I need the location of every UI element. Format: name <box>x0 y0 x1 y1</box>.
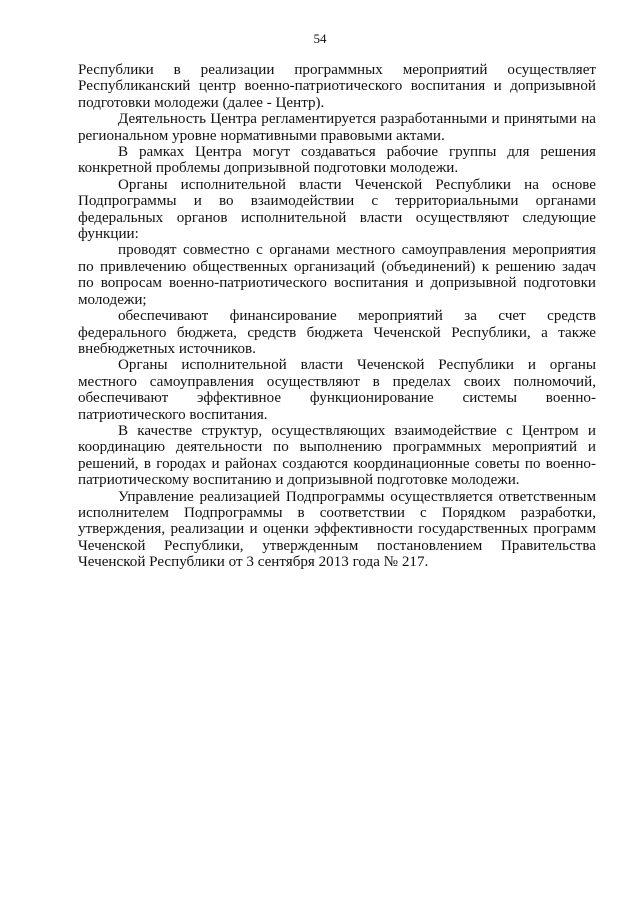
paragraph-continuation: Республики в реализации программных мероприятий осуществляет Республиканский центр военно-патриотического воспитания и допризывной подготовки молодежи (далее - Центр). <box>78 62 596 111</box>
paragraph-local-government: Органы исполнительной власти Чеченской Республики и органы местного самоуправления осуществляют в пределах своих полномочий, обеспечивают эффективное функционирование системы военно-патриотического воспитания. <box>78 357 596 423</box>
paragraph-coordination-councils: В качестве структур, осуществляющих взаимодействие с Центром и координацию деятельности по выполнению программных мероприятий и решений, в городах и районах создаются координационные советы по военно-патриотическому воспитанию и допризывной подготовке молодежи. <box>78 422 596 489</box>
document-body <box>78 62 596 571</box>
page-number: 54 <box>313 31 327 46</box>
paragraph-program-management: Управление реализацией Подпрограммы осуществляется ответственным исполнителем Подпрограммы в соответствии с Порядком разработки, утверждения, реализации и оценки эффективности государственных программ Чеченской Республики, утвержденным постановлением Правительства Чеченской Республики от 3 сентября 2013 года № 217. <box>78 488 596 571</box>
paragraph-executive-functions: Органы исполнительной власти Чеченской Республики на основе Подпрограммы и во взаимодействии с территориальными органами федеральных органов исполнительной власти осуществляют следующие функции: <box>78 176 596 243</box>
paragraph-working-groups: В рамках Центра могут создаваться рабочие группы для решения конкретной проблемы допризывной подготовки молодежи. <box>78 144 596 177</box>
paragraph-function-financing: обеспечивают финансирование мероприятий за счет средств федерального бюджета, средств бюджета Чеченской Республики, а также внебюджетных источников. <box>78 308 596 357</box>
paragraph-function-public-orgs: проводят совместно с органами местного самоуправления мероприятия по привлечению общественных организаций (объединений) к решению задач по вопросам военно-патриотического воспитания и допризывной подготовки молодежи; <box>78 242 596 308</box>
paragraph-center-regulation: Деятельность Центра регламентируется разработанными и принятыми на региональном уровне нормативными правовыми актами. <box>78 111 596 144</box>
